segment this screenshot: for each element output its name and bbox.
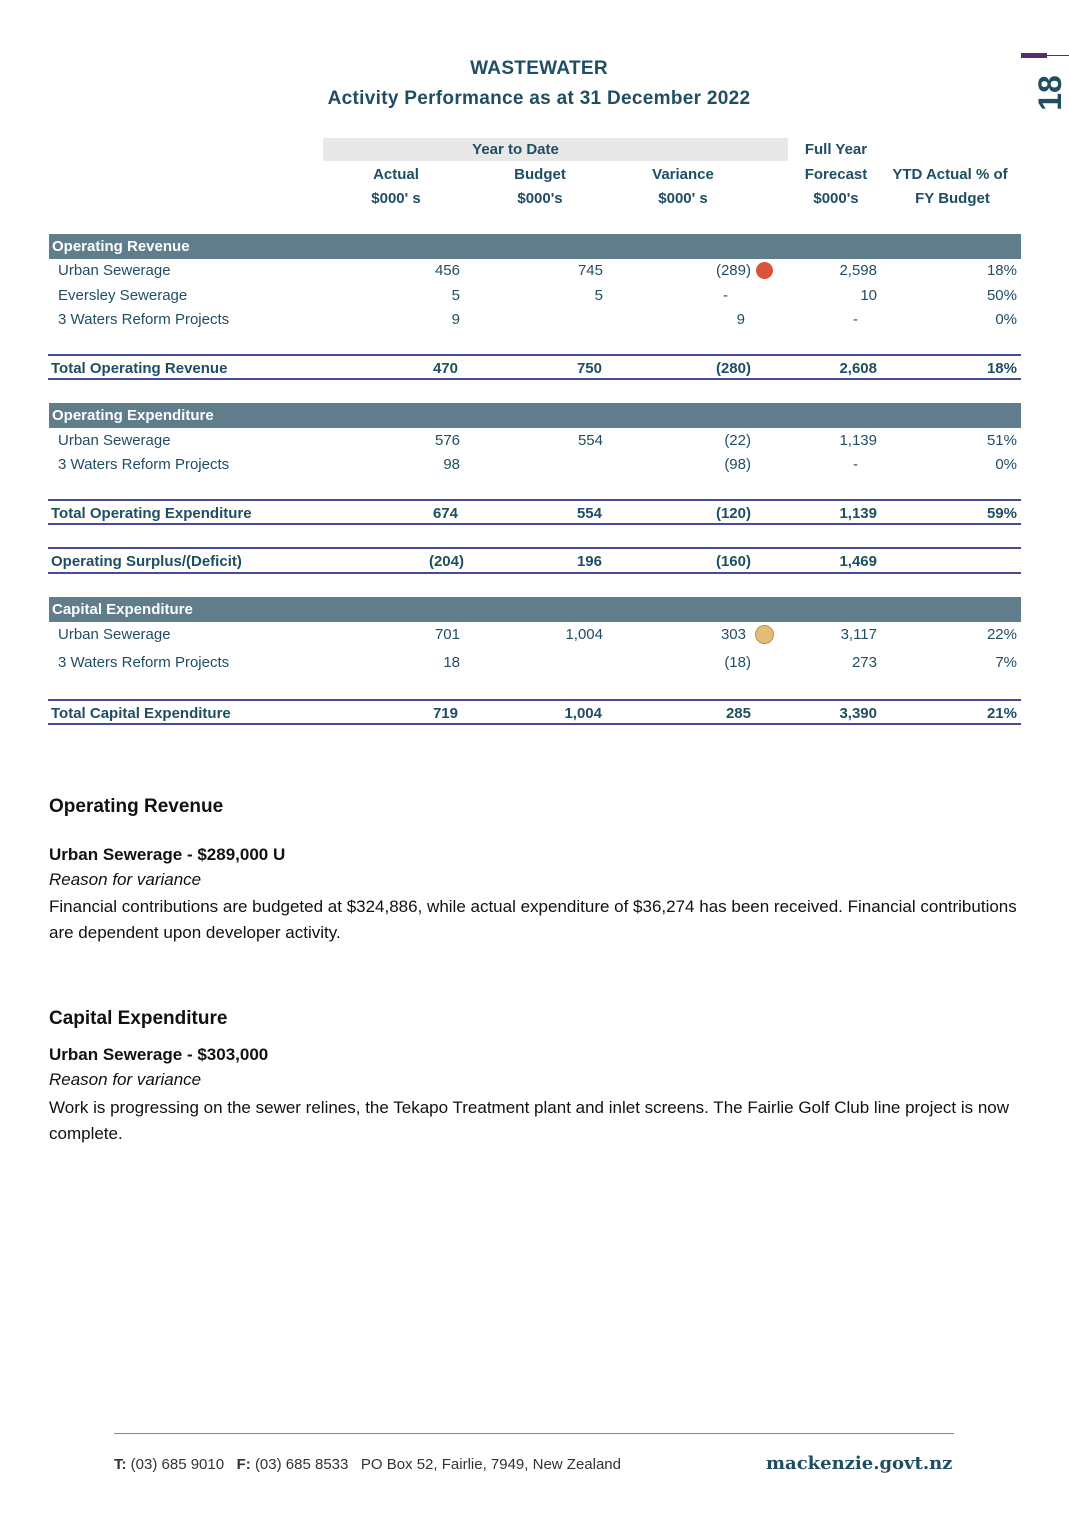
surplus-top-line	[48, 547, 1021, 549]
cell-actual: 456	[434, 262, 460, 279]
cell-pct: 0%	[995, 311, 1017, 328]
total-forecast: 3,390	[839, 705, 877, 722]
surplus-bottom-line	[48, 572, 1021, 574]
header-ytd-pct: YTD Actual % of	[892, 166, 1008, 183]
notes-paragraph: Work is progressing on the sewer relines, the Tekapo Treatment plant and inlet screens. The Fairlie Golf Club line project is now complete.	[49, 1098, 1010, 1143]
header-fy-budget: FY Budget	[915, 190, 990, 207]
total-forecast: 1,139	[839, 505, 877, 522]
cell-variance: (289)	[715, 262, 751, 279]
footer-fax-label: F:	[236, 1456, 251, 1473]
row-label: Urban Sewerage	[58, 626, 171, 643]
section-operating-expenditure: Operating Expenditure	[49, 403, 1021, 428]
row-label: 3 Waters Reform Projects	[58, 311, 230, 328]
cell-actual: 9	[451, 311, 460, 328]
cell-variance: 9	[736, 311, 745, 328]
cell-forecast: 2,598	[839, 262, 877, 279]
cell-pct: 7%	[995, 654, 1017, 671]
cell-actual: 18	[443, 654, 460, 671]
header-variance: Variance	[652, 166, 714, 183]
section-operating-revenue: Operating Revenue	[49, 234, 1021, 259]
cell-budget: 554	[577, 432, 603, 449]
cell-actual: 701	[434, 626, 460, 643]
notes-reason-label: Reason for variance	[49, 870, 202, 889]
cell-forecast: -	[853, 456, 858, 473]
total-top-line	[48, 499, 1021, 501]
cell-pct: 50%	[986, 287, 1017, 304]
cell-forecast: 10	[860, 287, 877, 304]
row-label: 3 Waters Reform Projects	[58, 654, 230, 671]
page-title: WASTEWATER	[470, 58, 608, 79]
header-variance-unit: $000' s	[658, 190, 708, 207]
total-bottom-line	[48, 378, 1021, 380]
row-label: Eversley Sewerage	[58, 287, 188, 304]
total-top-line	[48, 699, 1021, 701]
footer-phone-label: T:	[114, 1456, 127, 1473]
cell-forecast: 3,117	[840, 626, 877, 643]
footer-divider	[114, 1433, 954, 1434]
header-forecast: Forecast	[804, 166, 868, 183]
surplus-actual: (204)	[428, 553, 464, 570]
surplus-budget: 196	[576, 553, 602, 570]
total-forecast: 2,608	[839, 360, 877, 377]
total-label: Total Capital Expenditure	[51, 705, 231, 722]
header-full-year: Full Year	[804, 141, 868, 158]
total-bottom-line	[48, 723, 1021, 725]
total-pct: 59%	[986, 505, 1017, 522]
notes-heading-operating-revenue: Operating Revenue	[49, 796, 224, 817]
header-year-to-date: Year to Date	[472, 141, 559, 158]
cell-budget: 745	[577, 262, 603, 279]
footer-website: mackenzie.govt.nz	[766, 1453, 953, 1474]
cell-forecast: 273	[851, 654, 877, 671]
footer-phone: (03) 685 9010	[130, 1456, 225, 1473]
cell-variance: (18)	[724, 654, 751, 671]
red-status-indicator-icon	[756, 262, 773, 279]
cell-variance: (22)	[724, 432, 751, 449]
total-budget: 554	[576, 505, 602, 522]
footer-fax: (03) 685 8533	[254, 1456, 349, 1473]
cell-pct: 51%	[986, 432, 1017, 449]
total-actual: 719	[432, 705, 458, 722]
header-forecast-unit: $000's	[813, 190, 859, 207]
total-label: Total Operating Revenue	[51, 360, 228, 377]
total-pct: 18%	[986, 360, 1017, 377]
total-variance: (120)	[715, 505, 751, 522]
cell-actual: 5	[451, 287, 460, 304]
total-actual: 674	[432, 505, 458, 522]
notes-item-urban-sewerage-capex: Urban Sewerage - $303,000	[49, 1045, 269, 1064]
surplus-label: Operating Surplus/(Deficit)	[51, 553, 242, 570]
header-actual-unit: $000' s	[371, 190, 421, 207]
notes-heading-capital-expenditure: Capital Expenditure	[49, 1008, 228, 1029]
footer-address: PO Box 52, Fairlie, 7949, New Zealand	[360, 1456, 621, 1473]
total-variance: (280)	[715, 360, 751, 377]
cell-variance: 303	[720, 626, 746, 643]
cell-forecast: 1,139	[839, 432, 877, 449]
surplus-forecast: 1,469	[839, 553, 877, 570]
total-budget: 750	[576, 360, 602, 377]
page-number-line	[1047, 55, 1069, 56]
row-label: 3 Waters Reform Projects	[58, 456, 230, 473]
cell-variance: -	[723, 287, 728, 304]
cell-budget: 5	[594, 287, 603, 304]
amber-status-indicator-icon	[755, 625, 774, 644]
total-bottom-line	[48, 523, 1021, 525]
cell-pct: 22%	[986, 626, 1017, 643]
page-number-bar	[1021, 53, 1047, 58]
page-subtitle: Activity Performance as at 31 December 2022	[327, 88, 751, 109]
header-budget: Budget	[514, 166, 566, 183]
cell-pct: 0%	[995, 456, 1017, 473]
total-variance: 285	[725, 705, 751, 722]
cell-forecast: -	[853, 311, 858, 328]
cell-budget: 1,004	[565, 626, 603, 643]
section-capital-expenditure: Capital Expenditure	[49, 597, 1021, 622]
cell-pct: 18%	[986, 262, 1017, 279]
total-pct: 21%	[986, 705, 1017, 722]
cell-actual: 98	[443, 456, 460, 473]
row-label: Urban Sewerage	[58, 432, 171, 449]
total-top-line	[48, 354, 1021, 356]
total-label: Total Operating Expenditure	[51, 505, 252, 522]
notes-item-urban-sewerage-revenue: Urban Sewerage - $289,000 U	[49, 845, 286, 864]
footer-contact	[114, 1456, 621, 1473]
header-actual: Actual	[373, 166, 419, 183]
surplus-variance: (160)	[715, 553, 751, 570]
notes-paragraph: Financial contributions are budgeted at $324,886, while actual expenditure of $36,274 has been received. Financial contributions are dependent upon developer activity.	[49, 897, 1017, 942]
page-number: 18	[1032, 75, 1068, 111]
total-budget: 1,004	[564, 705, 602, 722]
total-actual: 470	[432, 360, 458, 377]
cell-actual: 576	[434, 432, 460, 449]
header-budget-unit: $000's	[517, 190, 563, 207]
row-label: Urban Sewerage	[58, 262, 171, 279]
cell-variance: (98)	[724, 456, 751, 473]
notes-reason-label: Reason for variance	[49, 1070, 202, 1089]
